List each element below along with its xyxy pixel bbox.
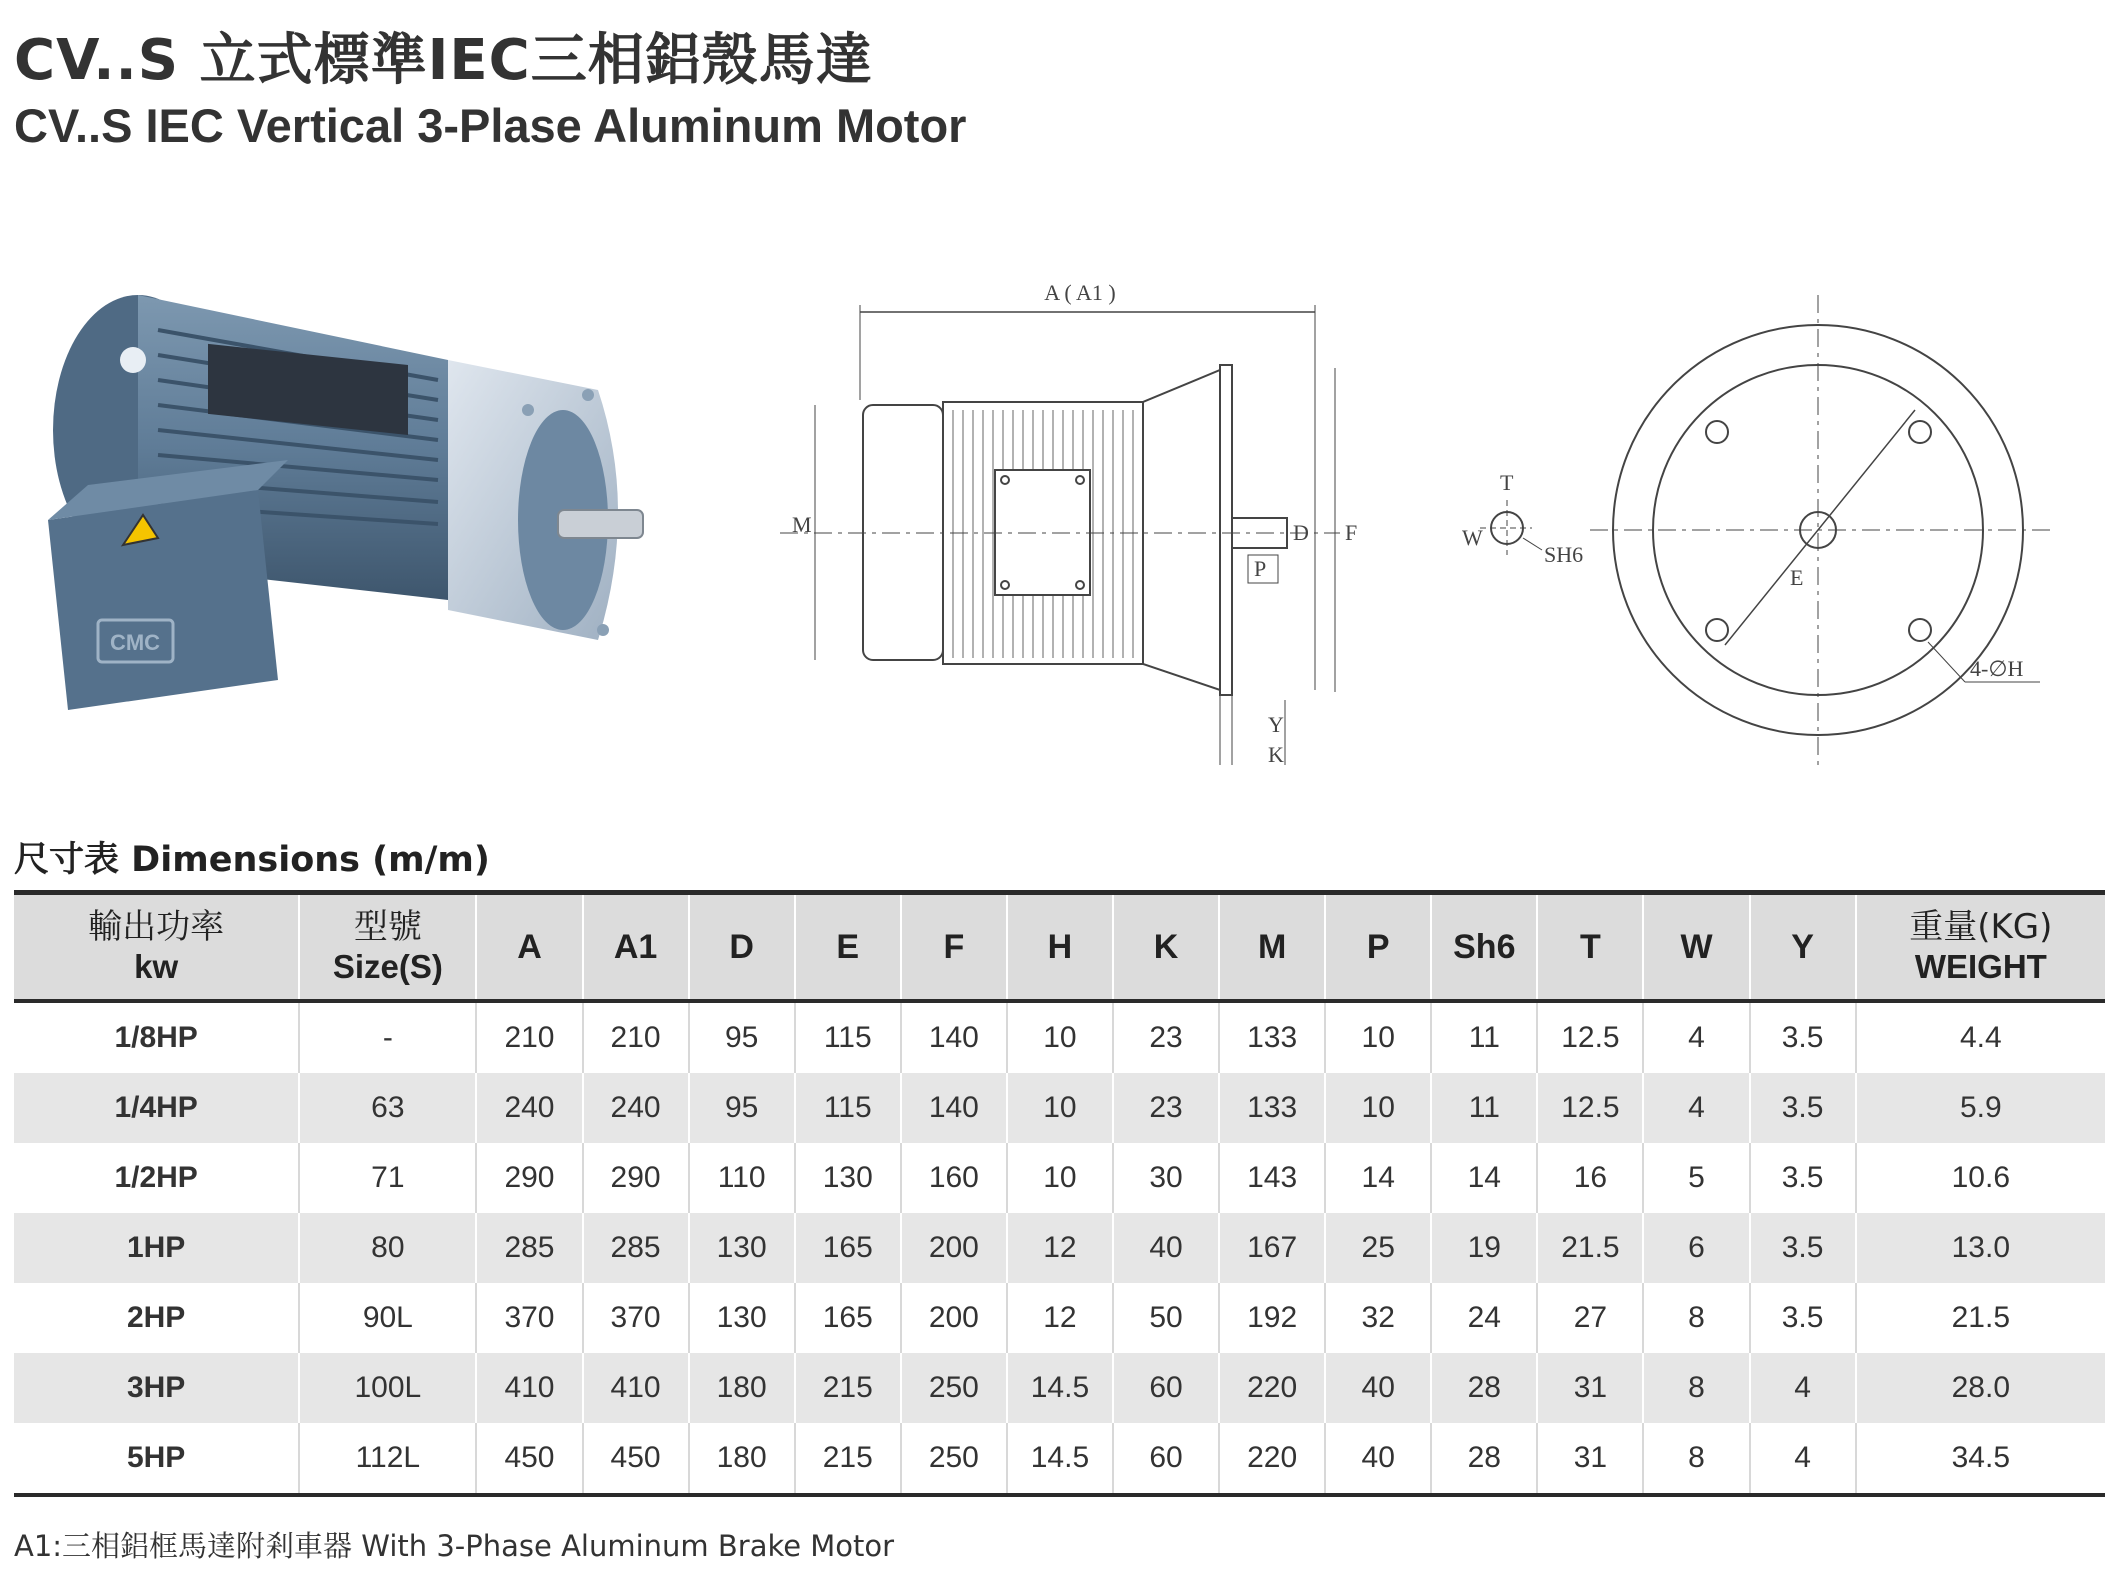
cell-a: 450 bbox=[476, 1423, 582, 1495]
cell-d: 130 bbox=[689, 1283, 795, 1353]
table-row bbox=[14, 1283, 2105, 1353]
cell-weight: 34.5 bbox=[1856, 1423, 2105, 1495]
cell-sh6: 14 bbox=[1431, 1143, 1537, 1213]
cell-a: 240 bbox=[476, 1073, 582, 1143]
label-e: E bbox=[1790, 565, 1804, 590]
motor-photo bbox=[28, 270, 648, 720]
table-row bbox=[14, 1001, 2105, 1073]
cell-d: 110 bbox=[689, 1143, 795, 1213]
cell-t: 31 bbox=[1537, 1423, 1643, 1495]
cell-a1: 410 bbox=[583, 1353, 689, 1423]
front-view bbox=[1590, 295, 2050, 765]
cell-weight: 4.4 bbox=[1856, 1001, 2105, 1073]
cell-k: 60 bbox=[1113, 1353, 1219, 1423]
table-row bbox=[14, 1423, 2105, 1495]
label-a-a1: A ( A1 ) bbox=[1044, 280, 1116, 305]
page-title-en: CV..S IEC Vertical 3-Plase Aluminum Motor bbox=[14, 99, 967, 152]
cell-a1: 290 bbox=[583, 1143, 689, 1213]
label-w: W bbox=[1462, 525, 1483, 550]
cell-e: 165 bbox=[795, 1213, 901, 1283]
cell-a: 290 bbox=[476, 1143, 582, 1213]
cell-t: 31 bbox=[1537, 1353, 1643, 1423]
col-header-h: H bbox=[1007, 893, 1113, 1002]
cell-w: 8 bbox=[1643, 1423, 1749, 1495]
cell-m: 133 bbox=[1219, 1073, 1325, 1143]
cell-p: 10 bbox=[1325, 1073, 1431, 1143]
cell-sh6: 28 bbox=[1431, 1353, 1537, 1423]
cell-a1: 450 bbox=[583, 1423, 689, 1495]
svg-text:CMC: CMC bbox=[109, 630, 161, 655]
cell-weight: 28.0 bbox=[1856, 1353, 2105, 1423]
cell-k: 50 bbox=[1113, 1283, 1219, 1353]
cell-f: 250 bbox=[901, 1423, 1007, 1495]
side-flange bbox=[1220, 365, 1232, 695]
cell-size: 112L bbox=[299, 1423, 476, 1495]
col-header-size: 型號 Size(S) bbox=[299, 893, 476, 1002]
col-header-w: W bbox=[1643, 893, 1749, 1002]
cell-p: 25 bbox=[1325, 1213, 1431, 1283]
cell-w: 8 bbox=[1643, 1283, 1749, 1353]
cell-f: 200 bbox=[901, 1213, 1007, 1283]
page-title-zh: CV..S 立式標準IEC三相鋁殼馬達 bbox=[14, 28, 873, 93]
cell-e: 215 bbox=[795, 1353, 901, 1423]
label-sh6: SH6 bbox=[1544, 542, 1584, 567]
cell-size: - bbox=[299, 1001, 476, 1073]
col-header-a1: A1 bbox=[583, 893, 689, 1002]
col-header-weight: 重量(KG) WEIGHT bbox=[1856, 893, 2105, 1002]
cell-a1: 240 bbox=[583, 1073, 689, 1143]
dimensions-section-label: 尺寸表 Dimensions (m/m) bbox=[14, 840, 490, 880]
cell-h: 14.5 bbox=[1007, 1353, 1113, 1423]
label-d: D bbox=[1293, 520, 1309, 545]
cell-power: 5HP bbox=[14, 1423, 299, 1495]
cell-d: 95 bbox=[689, 1073, 795, 1143]
cell-weight: 10.6 bbox=[1856, 1143, 2105, 1213]
table-row bbox=[14, 1353, 2105, 1423]
cell-m: 133 bbox=[1219, 1001, 1325, 1073]
table-row bbox=[14, 1073, 2105, 1143]
cell-a1: 210 bbox=[583, 1001, 689, 1073]
cell-e: 115 bbox=[795, 1001, 901, 1073]
cell-a: 210 bbox=[476, 1001, 582, 1073]
cell-power: 3HP bbox=[14, 1353, 299, 1423]
table-row bbox=[14, 1143, 2105, 1213]
cell-h: 14.5 bbox=[1007, 1423, 1113, 1495]
col-header-f: F bbox=[901, 893, 1007, 1002]
cell-m: 220 bbox=[1219, 1353, 1325, 1423]
cell-p: 32 bbox=[1325, 1283, 1431, 1353]
cell-p: 14 bbox=[1325, 1143, 1431, 1213]
cell-power: 1/8HP bbox=[14, 1001, 299, 1073]
cell-t: 16 bbox=[1537, 1143, 1643, 1213]
technical-drawing bbox=[780, 270, 2100, 790]
table-row bbox=[14, 1213, 2105, 1283]
cell-w: 8 bbox=[1643, 1353, 1749, 1423]
cell-t: 12.5 bbox=[1537, 1073, 1643, 1143]
cell-f: 140 bbox=[901, 1001, 1007, 1073]
cell-k: 30 bbox=[1113, 1143, 1219, 1213]
cell-k: 23 bbox=[1113, 1073, 1219, 1143]
cell-power: 1/2HP bbox=[14, 1143, 299, 1213]
cell-size: 63 bbox=[299, 1073, 476, 1143]
cell-d: 95 bbox=[689, 1001, 795, 1073]
cell-h: 10 bbox=[1007, 1143, 1113, 1213]
cell-p: 40 bbox=[1325, 1353, 1431, 1423]
cell-w: 4 bbox=[1643, 1073, 1749, 1143]
label-m: M bbox=[792, 512, 812, 537]
cell-t: 12.5 bbox=[1537, 1001, 1643, 1073]
side-view bbox=[780, 280, 1357, 767]
cell-m: 143 bbox=[1219, 1143, 1325, 1213]
col-header-y: Y bbox=[1750, 893, 1856, 1002]
cell-sh6: 28 bbox=[1431, 1423, 1537, 1495]
shaft-section bbox=[1462, 470, 1583, 567]
label-y: Y bbox=[1268, 712, 1284, 737]
cell-m: 167 bbox=[1219, 1213, 1325, 1283]
cell-e: 215 bbox=[795, 1423, 901, 1495]
cell-d: 180 bbox=[689, 1423, 795, 1495]
cell-e: 130 bbox=[795, 1143, 901, 1213]
cell-y: 3.5 bbox=[1750, 1073, 1856, 1143]
terminal-box bbox=[48, 490, 278, 710]
motor-badge-dot bbox=[120, 347, 146, 373]
cell-f: 160 bbox=[901, 1143, 1007, 1213]
cell-y: 4 bbox=[1750, 1423, 1856, 1495]
cell-size: 71 bbox=[299, 1143, 476, 1213]
cell-y: 4 bbox=[1750, 1353, 1856, 1423]
label-t: T bbox=[1500, 470, 1514, 495]
cell-power: 2HP bbox=[14, 1283, 299, 1353]
cell-power: 1/4HP bbox=[14, 1073, 299, 1143]
cell-t: 21.5 bbox=[1537, 1213, 1643, 1283]
label-k: K bbox=[1268, 742, 1284, 767]
cell-w: 5 bbox=[1643, 1143, 1749, 1213]
cell-h: 12 bbox=[1007, 1283, 1113, 1353]
cell-w: 4 bbox=[1643, 1001, 1749, 1073]
cell-sh6: 19 bbox=[1431, 1213, 1537, 1283]
col-header-k: K bbox=[1113, 893, 1219, 1002]
cell-a: 285 bbox=[476, 1213, 582, 1283]
cell-k: 40 bbox=[1113, 1213, 1219, 1283]
label-holes: 4-∅H bbox=[1970, 656, 2024, 681]
cell-size: 80 bbox=[299, 1213, 476, 1283]
cell-w: 6 bbox=[1643, 1213, 1749, 1283]
cell-weight: 13.0 bbox=[1856, 1213, 2105, 1283]
cell-m: 220 bbox=[1219, 1423, 1325, 1495]
cell-weight: 5.9 bbox=[1856, 1073, 2105, 1143]
col-header-t: T bbox=[1537, 893, 1643, 1002]
cell-e: 115 bbox=[795, 1073, 901, 1143]
cell-t: 27 bbox=[1537, 1283, 1643, 1353]
label-f: F bbox=[1345, 520, 1358, 545]
cell-a1: 285 bbox=[583, 1213, 689, 1283]
footnote: A1:三相鋁框馬達附剎車器 With 3-Phase Aluminum Brake Motor bbox=[14, 1529, 895, 1563]
col-header-power: 輸出功率 kw bbox=[14, 893, 299, 1002]
cell-d: 130 bbox=[689, 1213, 795, 1283]
cell-a: 410 bbox=[476, 1353, 582, 1423]
cell-h: 10 bbox=[1007, 1001, 1113, 1073]
cell-y: 3.5 bbox=[1750, 1143, 1856, 1213]
col-header-a: A bbox=[476, 893, 582, 1002]
table-body bbox=[14, 1001, 2105, 1495]
cell-y: 3.5 bbox=[1750, 1213, 1856, 1283]
col-header-e: E bbox=[795, 893, 901, 1002]
col-header-p: P bbox=[1325, 893, 1431, 1002]
cell-f: 200 bbox=[901, 1283, 1007, 1353]
cell-weight: 21.5 bbox=[1856, 1283, 2105, 1353]
cell-f: 140 bbox=[901, 1073, 1007, 1143]
cell-h: 10 bbox=[1007, 1073, 1113, 1143]
cell-k: 60 bbox=[1113, 1423, 1219, 1495]
cell-f: 250 bbox=[901, 1353, 1007, 1423]
cell-size: 100L bbox=[299, 1353, 476, 1423]
cell-p: 40 bbox=[1325, 1423, 1431, 1495]
cell-p: 10 bbox=[1325, 1001, 1431, 1073]
col-header-d: D bbox=[689, 893, 795, 1002]
cell-size: 90L bbox=[299, 1283, 476, 1353]
side-flange-cone bbox=[1143, 370, 1220, 690]
cell-sh6: 11 bbox=[1431, 1001, 1537, 1073]
cell-y: 3.5 bbox=[1750, 1283, 1856, 1353]
col-header-m: M bbox=[1219, 893, 1325, 1002]
cell-sh6: 24 bbox=[1431, 1283, 1537, 1353]
cell-a: 370 bbox=[476, 1283, 582, 1353]
col-header-sh6: Sh6 bbox=[1431, 893, 1537, 1002]
cell-e: 165 bbox=[795, 1283, 901, 1353]
cell-d: 180 bbox=[689, 1353, 795, 1423]
cell-k: 23 bbox=[1113, 1001, 1219, 1073]
motor-shaft bbox=[558, 510, 643, 538]
cell-m: 192 bbox=[1219, 1283, 1325, 1353]
cell-power: 1HP bbox=[14, 1213, 299, 1283]
cell-sh6: 11 bbox=[1431, 1073, 1537, 1143]
label-p: P bbox=[1254, 556, 1267, 581]
table-header-row bbox=[14, 893, 2105, 1002]
cell-y: 3.5 bbox=[1750, 1001, 1856, 1073]
cell-h: 12 bbox=[1007, 1213, 1113, 1283]
dimensions-table bbox=[14, 890, 2105, 1497]
cell-a1: 370 bbox=[583, 1283, 689, 1353]
